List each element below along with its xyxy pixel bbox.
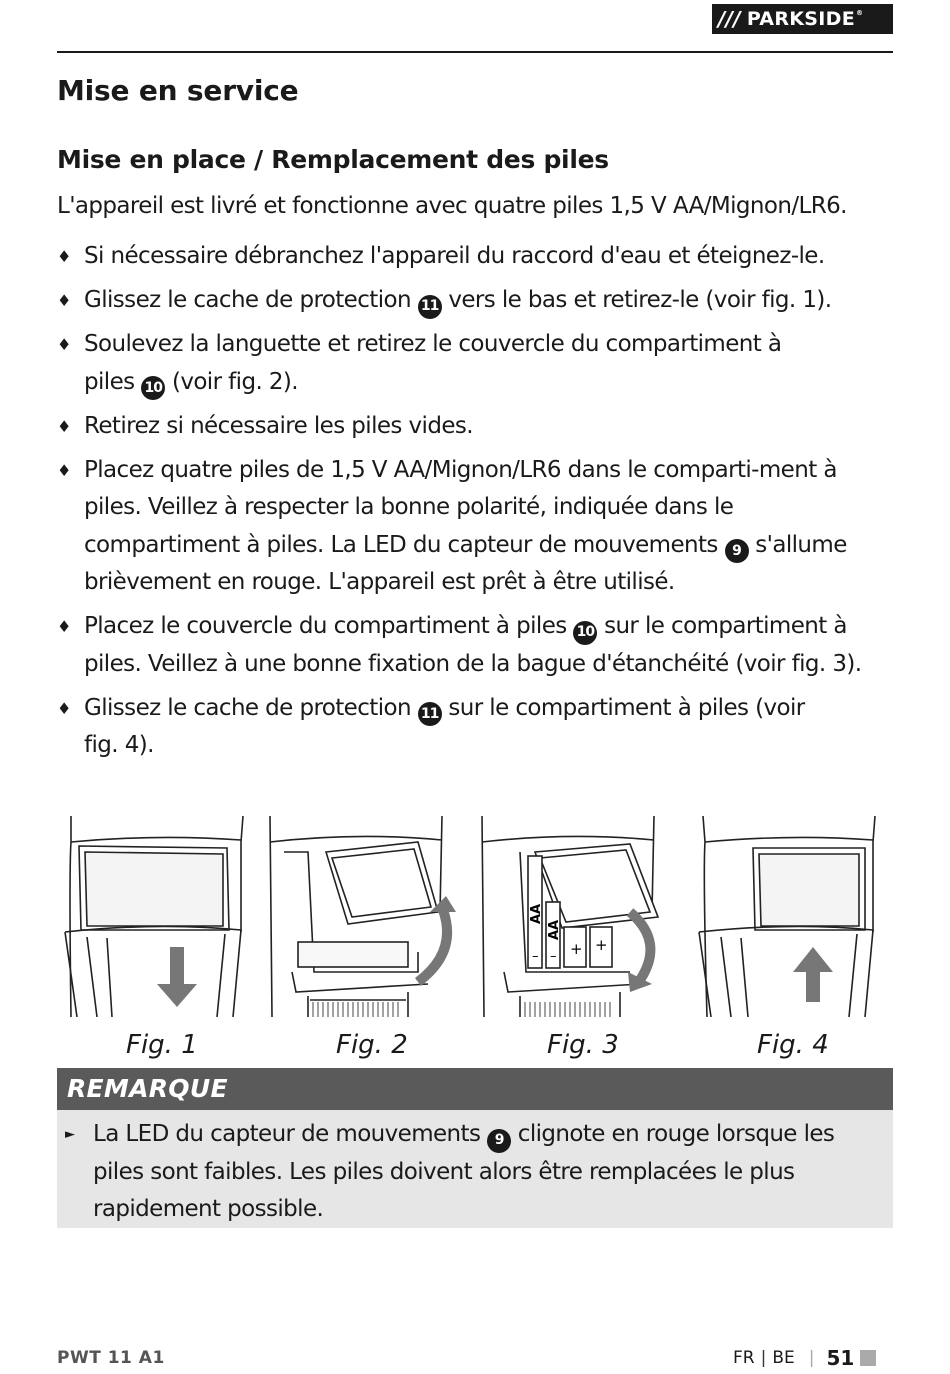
bullet-icon: ♦	[57, 698, 71, 718]
figure-caption: Fig. 1	[126, 1030, 198, 1060]
subsection-title: Mise en place / Remplacement des piles	[57, 145, 609, 174]
page-number: 51	[826, 1346, 855, 1370]
remark-text-part: La LED du capteur de mouvements	[93, 1121, 488, 1147]
battery-label: AA	[547, 919, 562, 940]
country-code: BE	[772, 1348, 795, 1368]
part-number-badge: 10	[573, 621, 597, 645]
step-item	[57, 452, 897, 602]
step-text: sur le compartiment à piles. Veillez à une bonne fixation de la bague d'étanchéité (voir fig. 3).	[84, 613, 862, 677]
parkside-logo	[712, 4, 893, 34]
separator: |	[808, 1348, 815, 1368]
step-text: sur le compartiment à piles (voir fig. 4).	[84, 694, 805, 758]
figure-caption: Fig. 2	[336, 1030, 408, 1060]
step-item	[57, 608, 897, 683]
figure-3-illustration	[480, 812, 668, 1017]
part-number-badge: 9	[725, 539, 749, 563]
logo-text: PARKSIDE	[746, 8, 855, 30]
page-footer	[733, 1346, 876, 1370]
remark-box	[57, 1110, 893, 1228]
bullet-icon: ♦	[57, 460, 71, 480]
step-text: Placez le couvercle du compartiment à piles	[84, 613, 574, 639]
header-rule	[57, 51, 893, 53]
model-number: PWT 11 A1	[57, 1348, 165, 1368]
step-text: s'allume brièvement en rouge. L'appareil est prêt à être utilisé.	[84, 531, 847, 595]
language-code: FR	[733, 1348, 755, 1368]
part-number-badge: 11	[418, 295, 442, 319]
figure-1-illustration	[57, 812, 245, 1017]
bullet-icon: ♦	[57, 416, 71, 436]
step-text: (voir fig. 2).	[165, 368, 298, 395]
figures-row	[57, 812, 893, 1017]
bullet-icon: ♦	[57, 617, 71, 636]
battery-label: AA	[529, 903, 544, 924]
step-text: Soulevez la languette et retirez le couvercle du compartiment à piles	[84, 331, 782, 395]
step-item	[57, 408, 897, 446]
intro-paragraph: L'appareil est livré et fonctionne avec quatre piles 1,5 V AA/Mignon/LR6.	[57, 193, 847, 219]
part-number-badge: 9	[487, 1129, 511, 1153]
figure-caption: Fig. 3	[547, 1030, 619, 1060]
part-number-badge: 10	[141, 376, 165, 400]
step-text: Glissez le cache de protection	[84, 287, 418, 313]
remark-text-part: clignote en rouge lorsque les piles sont faibles. Les piles doivent alors être remplacées le plus rapidement possible.	[93, 1121, 835, 1222]
step-item	[57, 690, 897, 765]
step-item	[57, 282, 897, 320]
step-text: vers le bas et retirez-le (voir fig. 1).	[441, 287, 832, 313]
step-item	[57, 238, 897, 276]
bullet-icon: ♦	[57, 247, 71, 266]
minus-sign: –	[532, 949, 539, 964]
bullet-icon: ♦	[57, 335, 71, 354]
remark-heading: REMARQUE	[57, 1068, 893, 1110]
logo-slashes: ///	[718, 7, 741, 31]
step-text: Si nécessaire débranchez l'appareil du raccord d'eau et éteignez-le.	[84, 243, 825, 269]
part-number-badge: 11	[418, 702, 442, 726]
step-text: Placez quatre piles de 1,5 V AA/Mignon/LR6 dans le comparti-ment à piles. Veillez à respecter la bonne polarité, indiquée dans le compartiment à piles. La LED du capteur de mouvements	[84, 456, 837, 558]
figure-caption: Fig. 4	[757, 1030, 829, 1060]
arrow-right-icon: ►	[65, 1127, 75, 1142]
plus-sign: +	[570, 940, 583, 958]
minus-sign: –	[550, 949, 557, 964]
bullet-icon: ♦	[57, 291, 71, 310]
remark-text	[65, 1116, 885, 1229]
plus-sign: +	[595, 936, 608, 954]
step-text: Glissez le cache de protection	[84, 694, 418, 721]
page-marker-square	[860, 1350, 876, 1366]
separator: |	[760, 1348, 767, 1368]
step-item	[57, 326, 897, 401]
logo-registered-mark: ®	[855, 9, 864, 17]
section-title: Mise en service	[57, 74, 299, 107]
figure-2-illustration	[268, 812, 456, 1017]
step-text: Retirez si nécessaire les piles vides.	[84, 412, 473, 439]
figure-4-illustration	[693, 812, 881, 1017]
steps-list	[57, 238, 897, 771]
